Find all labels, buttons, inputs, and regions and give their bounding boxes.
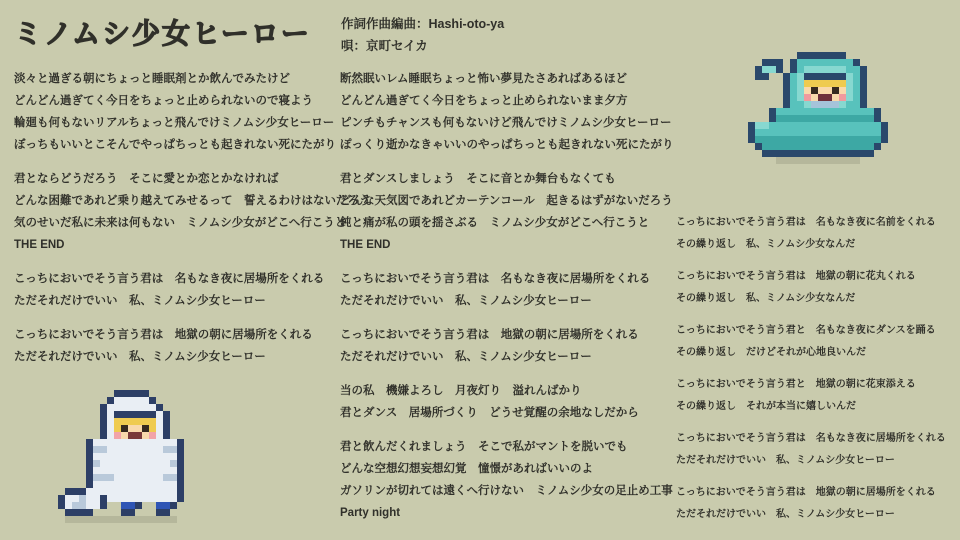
lyric-line: 君と飲んだくれましょう そこで私がマントを脱いでも xyxy=(340,441,628,453)
stanza xyxy=(340,268,674,312)
lyric-line: こっちにおいでそう言う君は 地獄の朝に花丸くれる xyxy=(676,271,916,282)
pixel-art-cocoon-girl xyxy=(748,52,888,164)
lyrics-column-1 xyxy=(14,68,371,380)
lyric-line: どんな天気図であれどカーテンコール 起きるはずがないだろう xyxy=(340,195,673,207)
stanza xyxy=(676,212,946,256)
lyric-line: 君とならどうだろう そこに愛とか恋とかなければ xyxy=(14,173,279,185)
lyric-line: ただそれだけでいい 私、ミノムシ少女ヒーロー xyxy=(676,509,895,520)
stanza xyxy=(676,428,946,472)
lyric-line: ぼっちもいいとこそんでやっぱちっとも起きれない死にたがり xyxy=(14,139,336,151)
lyric-line: 君とダンス 居場所づくり どうせ覚醒の余地なしだから xyxy=(340,407,639,419)
lyric-line: 淡々と過ぎる朝にちょっと睡眠剤とか飲んでみたけど xyxy=(14,73,290,85)
lyric-line: ただそれだけでいい 私、ミノムシ少女ヒーロー xyxy=(676,455,895,466)
stanza xyxy=(676,320,946,364)
lyrics-column-3 xyxy=(676,212,946,536)
lyric-line: こっちにおいでそう言う君は 地獄の朝に居場所をくれる xyxy=(14,329,313,341)
lyric-line: どんどん過ぎてく今日をちょっと止められないので寝よう xyxy=(14,95,313,107)
stanza xyxy=(340,68,674,156)
lyric-line: こっちにおいでそう言う君は 地獄の朝に居場所をくれる xyxy=(340,329,639,341)
lyric-line: THE END xyxy=(340,239,391,251)
stanza xyxy=(676,482,946,526)
lyric-line: その繰り返し それが本当に嬉しいんだ xyxy=(676,401,856,412)
lyric-line: ただそれだけでいい 私、ミノムシ少女ヒーロー xyxy=(340,295,592,307)
stanza xyxy=(14,168,371,256)
lyric-line: 気のせいだ私に未来は何もない ミノムシ少女がどこへ行こうと xyxy=(14,217,347,229)
stanza xyxy=(14,268,371,312)
lyric-line: こっちにおいでそう言う君は 名もなき夜に居場所をくれる xyxy=(14,273,325,285)
stanza xyxy=(340,380,674,424)
lyric-line: Party night xyxy=(340,507,401,519)
lyric-line: ただそれだけでいい 私、ミノムシ少女ヒーロー xyxy=(14,351,266,363)
lyric-line: THE END xyxy=(14,239,65,251)
stanza xyxy=(340,324,674,368)
lyric-line: ただそれだけでいい 私、ミノムシ少女ヒーロー xyxy=(340,351,592,363)
lyric-line: その繰り返し だけどそれが心地良いんだ xyxy=(676,347,866,358)
lyric-line: ガソリンが切れては遠くへ行けない ミノムシ少女の足止め工事 xyxy=(340,485,673,497)
stanza xyxy=(676,374,946,418)
stanza xyxy=(340,436,674,524)
lyric-line: こっちにおいでそう言う君は 名もなき夜に居場所をくれる xyxy=(676,433,946,444)
lyric-line: ぽっくり逝かなきゃいいのやっぱちっとも起きれない死にたがり xyxy=(340,139,674,151)
stanza xyxy=(14,68,371,156)
lyrics-column-2 xyxy=(340,68,674,536)
lyric-line: どんどん過ぎてく今日をちょっと止められないまま夕方 xyxy=(340,95,628,107)
stanza xyxy=(340,168,674,256)
credits-block xyxy=(341,13,504,57)
lyric-line: こっちにおいでそう言う君は 地獄の朝に居場所をくれる xyxy=(676,487,936,498)
lyric-line: 君とダンスしましょう そこに音とか舞台もなくても xyxy=(340,173,616,185)
lyric-line: 輪廻も何もないリアルちょっと飛んでけミノムシ少女ヒーロー xyxy=(14,117,335,129)
lyric-line: どんな空想幻想妄想幻覚 憧憬があればいいのよ xyxy=(340,463,593,475)
lyric-line: 鈍と痛が私の頭を揺さぶる ミノムシ少女がどこへ行こうと xyxy=(340,217,650,229)
song-title: ミノムシ少女ヒーロー xyxy=(14,18,311,49)
lyric-line: こっちにおいでそう言う君は 名もなき夜に居場所をくれる xyxy=(340,273,651,285)
lyric-line: ただそれだけでいい 私、ミノムシ少女ヒーロー xyxy=(14,295,266,307)
lyric-line: その繰り返し 私、ミノムシ少女なんだ xyxy=(676,239,856,250)
lyric-line: どんな困難であれど乗り越えてみせるって 誓えるわけはないだろう xyxy=(14,195,371,207)
pixel-art-blanket-girl xyxy=(58,390,184,523)
credit-vocal: 唄：京町セイカ xyxy=(341,39,428,53)
lyric-line: こっちにおいでそう言う君は 名もなき夜に名前をくれる xyxy=(676,217,936,228)
lyric-line: こっちにおいでそう言う君と 地獄の朝に花束添える xyxy=(676,379,916,390)
lyric-line: 断然眠いレム睡眠ちょっと怖い夢見たさあればあるほど xyxy=(340,73,628,85)
stanza xyxy=(676,266,946,310)
lyric-line: 当の私 機嫌よろし 月夜灯り 溢れんばかり xyxy=(340,385,582,397)
lyric-line: ピンチもチャンスも何もないけど飛んでけミノムシ少女ヒーロー xyxy=(340,117,672,129)
lyric-line: その繰り返し 私、ミノムシ少女なんだ xyxy=(676,293,856,304)
stanza xyxy=(14,324,371,368)
credit-composer: 作詞作曲編曲：Hashi-oto-ya xyxy=(341,17,505,31)
lyric-line: こっちにおいでそう言う君と 名もなき夜にダンスを踊る xyxy=(676,325,936,336)
